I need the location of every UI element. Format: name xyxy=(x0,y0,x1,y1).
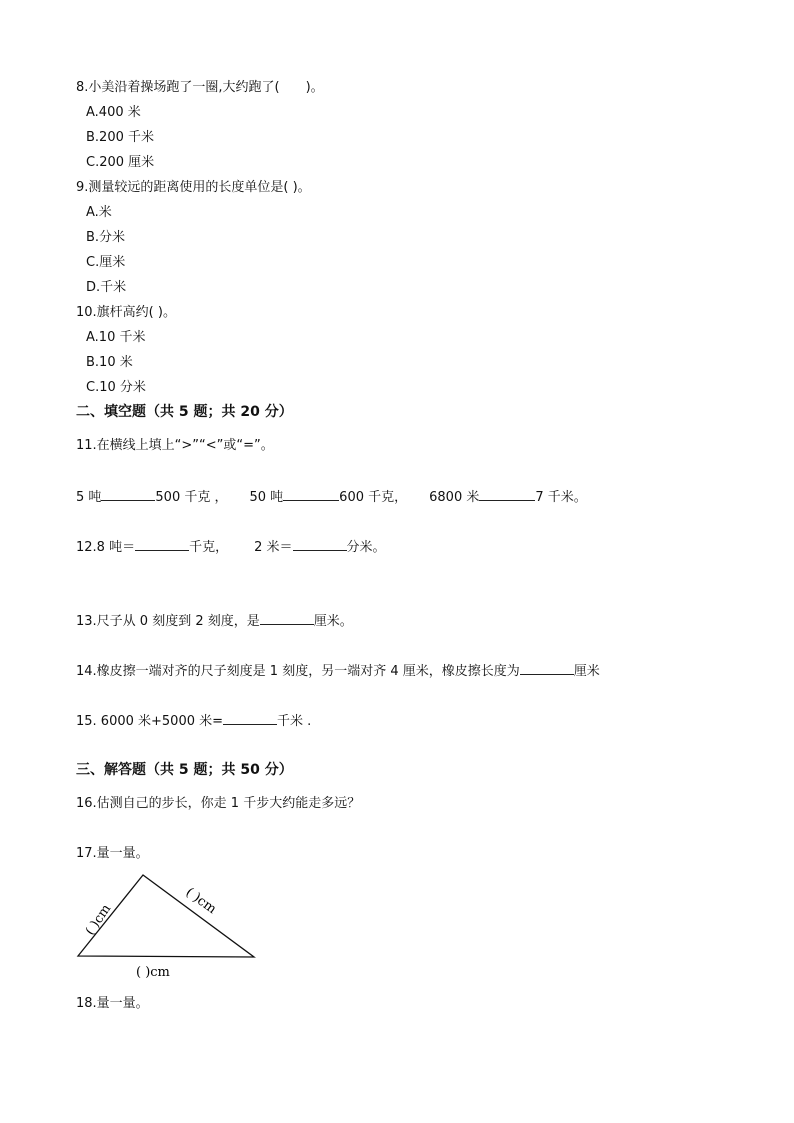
question-14-part-a: 14.橡皮擦一端对齐的尺子刻度是 1 刻度，另一端对齐 4 厘米，橡皮擦长度为 xyxy=(76,664,520,679)
comparison-3-left: 6800 米 xyxy=(429,490,480,505)
question-9-stem: 9.测量较远的距离使用的长度单位是( )。 xyxy=(76,180,311,195)
question-8-option-b: B.200 千米 xyxy=(86,130,154,145)
question-11-comparisons xyxy=(76,488,587,506)
question-8-option-a: A.400 米 xyxy=(86,105,141,120)
question-13-part-b: 厘米。 xyxy=(313,614,353,629)
question-9-option-c: C.厘米 xyxy=(86,255,126,270)
question-9-option-a: A.米 xyxy=(86,205,112,220)
question-9-option-d: D.千米 xyxy=(86,280,127,295)
question-11-stem: 11.在横线上填上“>”“<”或“=”。 xyxy=(76,438,274,453)
question-10-option-b: B.10 米 xyxy=(86,355,133,370)
question-10-option-a: A.10 千米 xyxy=(86,330,146,345)
question-12-part-a: 12.8 吨＝ xyxy=(76,540,136,555)
answer-blank[interactable] xyxy=(223,712,277,725)
answer-blank[interactable] xyxy=(101,488,155,501)
answer-blank[interactable] xyxy=(135,538,189,551)
question-14-part-b: 厘米 xyxy=(573,664,600,679)
question-8-stem: 8.小美沿着操场跑了一圈,大约跑了( )。 xyxy=(76,80,324,95)
answer-blank[interactable] xyxy=(293,538,347,551)
question-12-part-d: 分米。 xyxy=(346,540,386,555)
question-8-option-c: C.200 厘米 xyxy=(86,155,155,170)
question-16-stem: 16.估测自己的步长，你走 1 千步大约能走多远？ xyxy=(76,796,361,811)
section-2-title: 二、填空题（共 5 题；共 20 分） xyxy=(76,404,293,420)
question-12 xyxy=(76,538,386,556)
question-12-part-b: 千克， xyxy=(189,540,229,555)
comparison-3-right: 7 千米。 xyxy=(535,490,587,505)
question-13-part-a: 13.尺子从 0 刻度到 2 刻度，是 xyxy=(76,614,260,629)
question-13 xyxy=(76,612,353,630)
comparison-1-right: 500 千克 ， xyxy=(155,490,228,505)
answer-blank[interactable] xyxy=(520,662,574,675)
section-3-title: 三、解答题（共 5 题；共 50 分） xyxy=(76,762,293,778)
question-15-part-b: 千米 . xyxy=(277,714,312,729)
comparison-2-right: 600 千克， xyxy=(339,490,408,505)
question-14 xyxy=(76,662,600,680)
triangle-left-label: ( )cm xyxy=(82,901,115,939)
question-10-option-c: C.10 分米 xyxy=(86,380,146,395)
question-15-part-a: 15. 6000 米+5000 米= xyxy=(76,714,224,729)
question-9-option-b: B.分米 xyxy=(86,230,126,245)
triangle-figure xyxy=(70,866,270,986)
question-12-part-c: 2 米＝ xyxy=(254,540,293,555)
answer-blank[interactable] xyxy=(479,488,535,501)
answer-blank[interactable] xyxy=(283,488,339,501)
question-10-stem: 10.旗杆高约( )。 xyxy=(76,305,176,320)
question-15 xyxy=(76,712,311,730)
question-18-stem: 18.量一量。 xyxy=(76,996,149,1011)
comparison-2-left: 50 吨 xyxy=(249,490,284,505)
question-17-stem: 17.量一量。 xyxy=(76,846,149,861)
answer-blank[interactable] xyxy=(260,612,314,625)
triangle-bottom-label: ( )cm xyxy=(136,965,170,980)
triangle-right-label: ( )cm xyxy=(182,885,219,918)
comparison-1-left: 5 吨 xyxy=(76,490,102,505)
